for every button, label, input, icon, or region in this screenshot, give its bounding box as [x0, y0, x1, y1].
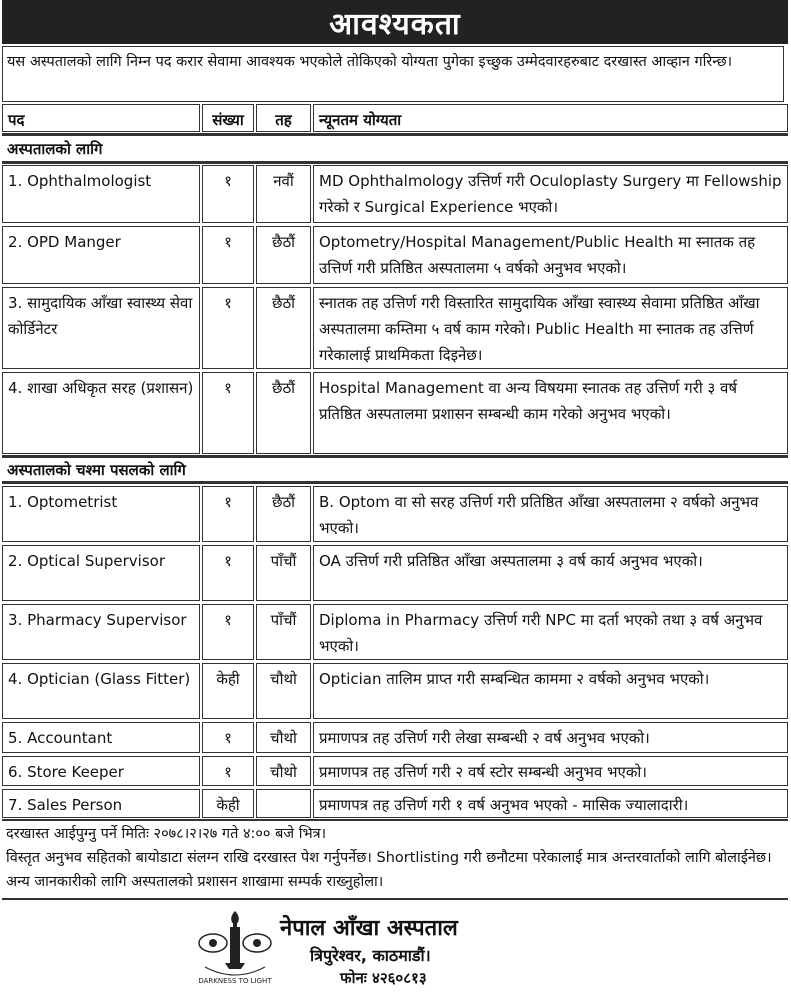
level-cell: छैठौं — [256, 372, 311, 454]
level-cell: छैठौं — [256, 226, 311, 284]
count-cell: १ — [202, 486, 254, 542]
count-cell: १ — [202, 287, 254, 369]
count-cell: केही — [202, 789, 254, 818]
qualification-cell: OA उत्तिर्ण गरी प्रतिष्ठित आँखा अस्पतालमा ३ वर्ष कार्य अनुभव भएको। — [313, 545, 788, 601]
header-post: पद — [2, 104, 200, 132]
divider — [2, 898, 788, 900]
table-row — [2, 722, 788, 753]
post-cell: 5. Accountant — [2, 722, 200, 753]
divider — [2, 481, 788, 484]
divider — [2, 133, 788, 136]
header-level: तह — [256, 104, 311, 132]
qualification-cell: प्रमाणपत्र तह उत्तिर्ण गरी लेखा सम्बन्धी २ वर्ष अनुभव भएको। — [313, 722, 788, 753]
level-cell: पाँचौं — [256, 545, 311, 601]
post-cell: 7. Sales Person — [2, 789, 200, 818]
post-cell: 1. Ophthalmologist — [2, 165, 200, 223]
count-cell: केही — [202, 663, 254, 719]
qualification-cell: प्रमाणपत्र तह उत्तिर्ण गरी २ वर्ष स्टोर सम्बन्धी अनुभव भएको। — [313, 756, 788, 786]
section-heading-hospital: अस्पतालको लागि — [7, 140, 103, 158]
count-cell: १ — [202, 545, 254, 601]
organization-address: त्रिपुरेश्वर, काठमाडौं। — [310, 946, 431, 965]
count-cell: १ — [202, 226, 254, 284]
qualification-cell: Hospital Management वा अन्य विषयमा स्नातक तह उत्तिर्ण गरी ३ वर्ष प्रतिष्ठित अस्पतालमा प्रशासन सम्बन्धी काम गरेको अनुभव भएको। — [313, 372, 788, 454]
qualification-cell: MD Ophthalmology उत्तिर्ण गरी Oculoplasty Surgery मा Fellowship गरेको र Surgical Experience भएको। — [313, 165, 788, 223]
level-cell: चौथो — [256, 722, 311, 753]
header-qualification: न्यूनतम योग्यता — [313, 104, 788, 132]
count-cell: १ — [202, 165, 254, 223]
count-cell: १ — [202, 372, 254, 454]
deadline-text: दरखास्त आईपुग्नु पर्ने मितिः २०७८।२।२७ गते ४:०० बजे भित्र। — [6, 826, 327, 842]
table-row — [2, 226, 788, 284]
qualification-cell: Optician तालिम प्राप्त गरी सम्बन्धित काममा २ वर्षको अनुभव भएको। — [313, 663, 788, 719]
organization-name: नेपाल आँखा अस्पताल — [280, 916, 458, 941]
section-heading-optical-shop: अस्पतालको चश्मा पसलको लागि — [7, 461, 186, 479]
logo-motto: DARKNESS TO LIGHT — [198, 977, 272, 985]
count-cell: १ — [202, 756, 254, 786]
level-cell — [256, 789, 311, 818]
level-cell: चौथो — [256, 663, 311, 719]
instructions-text: विस्तृत अनुभव सहितको बायोडाटा संलग्न राखि दरखास्त पेश गर्नुपर्नेछ। Shortlisting गरी छनौटमा परेकालाई मात्र अन्तरवार्ताको लागि बोलाईनेछ। अन्य जानकारीको लागि अस्पतालको प्रशासन शाखामा सम्पर्क राख्नुहोला। — [6, 850, 772, 890]
header-count: संख्या — [202, 104, 254, 132]
level-cell: चौथो — [256, 756, 311, 786]
post-cell: 1. Optometrist — [2, 486, 200, 542]
divider — [2, 819, 788, 821]
intro-text: यस अस्पतालको लागि निम्न पद करार सेवामा आवश्यक भएकोले तोकिएको योग्यता पुगेका इच्छुक उम्मेदवारहरुबाट दरखास्त आव्हान गरिन्छ। — [2, 46, 784, 102]
level-cell: छैठौं — [256, 287, 311, 369]
divider — [2, 161, 788, 164]
qualification-cell: Diploma in Pharmacy उत्तिर्ण गरी NPC मा दर्ता भएको तथा ३ वर्ष अनुभव भएको। — [313, 604, 788, 660]
table-row — [2, 372, 788, 454]
table-row — [2, 165, 788, 223]
post-cell: 6. Store Keeper — [2, 756, 200, 786]
qualification-cell: B. Optom वा सो सरह उत्तिर्ण गरी प्रतिष्ठित आँखा अस्पतालमा २ वर्षको अनुभव भएको। — [313, 486, 788, 542]
qualification-cell: स्नातक तह उत्तिर्ण गरी विस्तारित सामुदायिक आँखा स्वास्थ्य सेवामा प्रतिष्ठित आँखा अस्पतालमा कम्तिमा ५ वर्ष काम गरेको। Public Health मा स्नातक तह उत्तिर्ण गरेकालाई प्राथमिकता दिइनेछ। — [313, 287, 788, 369]
hospital-logo-icon — [195, 905, 275, 985]
notice-title: आवश्यकता — [2, 0, 788, 44]
post-cell: 4. Optician (Glass Fitter) — [2, 663, 200, 719]
post-cell: 3. सामुदायिक आँखा स्वास्थ्य सेवा कोर्डिनेटर — [2, 287, 200, 369]
post-cell: 3. Pharmacy Supervisor — [2, 604, 200, 660]
table-row — [2, 789, 788, 818]
table-row — [2, 545, 788, 601]
level-cell: नवौं — [256, 165, 311, 223]
post-cell: 2. OPD Manger — [2, 226, 200, 284]
table-row — [2, 287, 788, 369]
count-cell: १ — [202, 722, 254, 753]
qualification-cell: प्रमाणपत्र तह उत्तिर्ण गरी १ वर्ष अनुभव भएको - मासिक ज्यालादारी। — [313, 789, 788, 818]
level-cell: छैठौं — [256, 486, 311, 542]
table-header — [2, 104, 788, 132]
level-cell: पाँचौं — [256, 604, 311, 660]
organization-phone: फोनः ४२६०८१३ — [340, 969, 427, 987]
qualification-cell: Optometry/Hospital Management/Public Health मा स्नातक तह उत्तिर्ण गरी प्रतिष्ठित अस्पतालमा ५ वर्षको अनुभव भएको। — [313, 226, 788, 284]
table-row — [2, 486, 788, 542]
post-cell: 2. Optical Supervisor — [2, 545, 200, 601]
post-cell: 4. शाखा अधिकृत सरह (प्रशासन) — [2, 372, 200, 454]
divider — [2, 455, 788, 458]
table-row — [2, 604, 788, 660]
table-row — [2, 756, 788, 786]
count-cell: १ — [202, 604, 254, 660]
table-row — [2, 663, 788, 719]
